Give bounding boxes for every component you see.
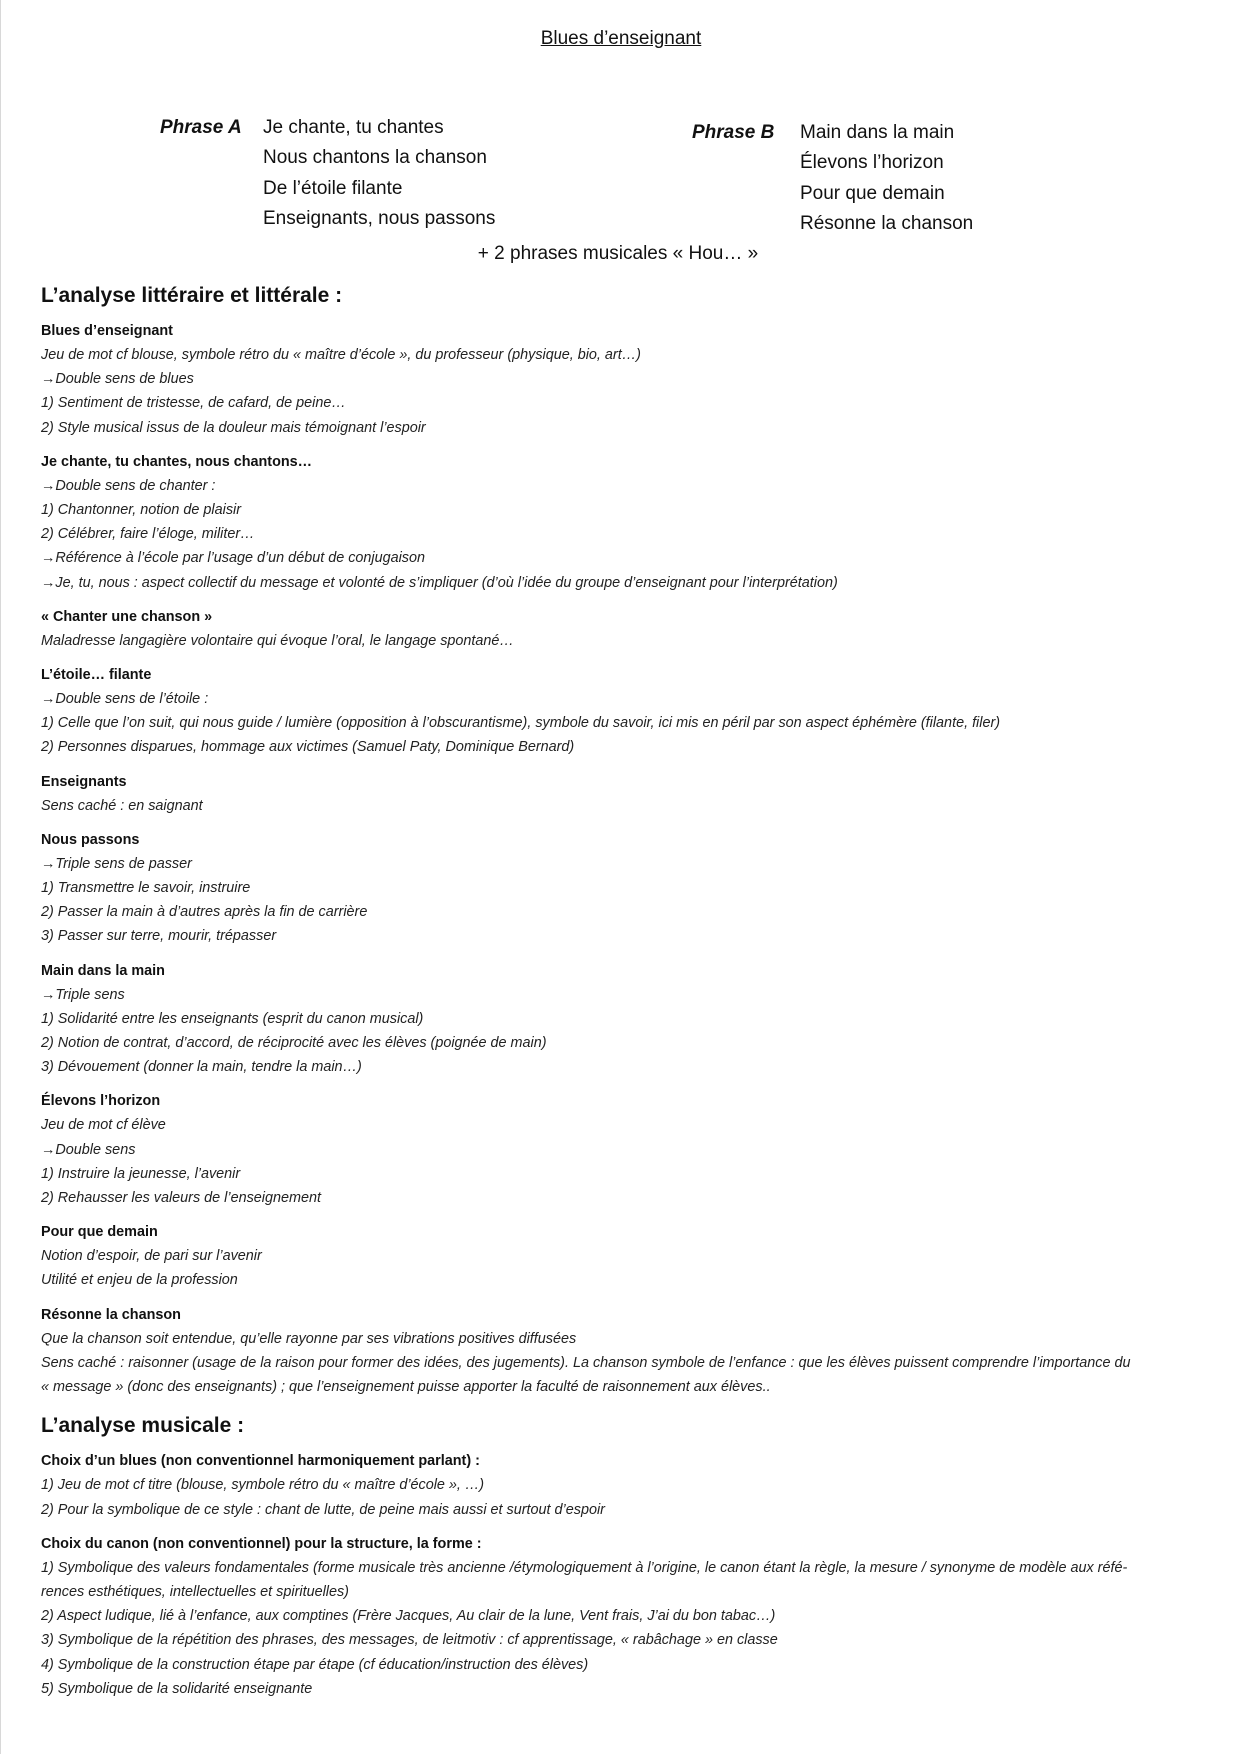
section-line: 3) Dévouement (donner la main, tendre la main…)	[41, 1059, 362, 1076]
section-line: 1) Sentiment de tristesse, de cafard, de peine…	[41, 395, 346, 412]
section-line: 1) Celle que l’on suit, qui nous guide / lumière (opposition à l’obscurantisme), symbole du savoir, ici mis en péril par son aspect éphémère (filante, filer)	[41, 715, 1001, 732]
document-title: Blues d’enseignant	[540, 28, 702, 49]
section-heading: Pour que demain	[41, 1224, 158, 1241]
section-line: →Double sens de chanter :	[41, 477, 216, 494]
section-heading: Choix d’un blues (non conventionnel harmoniquement parlant) :	[41, 1453, 480, 1470]
section-line: 2) Pour la symbolique de ce style : chant de lutte, de peine mais aussi et surtout d’espoir	[41, 1501, 605, 1518]
analysis-content	[41, 281, 1201, 1711]
section-line: 3) Passer sur terre, mourir, trépasser	[41, 928, 277, 945]
phrase-a-block	[160, 113, 495, 234]
section-line: Utilité et enjeu de la profession	[41, 1272, 238, 1289]
analysis-section	[41, 1449, 1201, 1521]
section-line: 2) Personnes disparues, hommage aux victimes (Samuel Paty, Dominique Bernard)	[41, 739, 575, 756]
section-heading: L’étoile… filante	[41, 667, 152, 684]
analysis-section	[41, 663, 1201, 760]
section-heading: Blues d’enseignant	[41, 323, 173, 339]
section-line: →Double sens de l’étoile :	[41, 691, 209, 708]
analysis-section	[41, 1532, 1201, 1701]
musical-analysis-sections	[41, 1449, 1201, 1701]
lyric-line: Nous chantons la chanson	[263, 147, 487, 169]
lyric-line: Enseignants, nous passons	[263, 207, 496, 229]
section-line: →Double sens	[41, 1141, 136, 1158]
lyric-line: Résonne la chanson	[800, 212, 974, 234]
lyric-line: De l’étoile filante	[263, 177, 403, 199]
literary-analysis-heading: L’analyse littéraire et littérale :	[41, 284, 343, 307]
section-line: →Référence à l’école par l’usage d’un début de conjugaison	[41, 550, 426, 567]
analysis-section	[41, 770, 1201, 818]
phrase-a-lyrics	[263, 113, 495, 234]
section-line: « message » (donc des enseignants) ; que l’enseignement puisse apporter la faculté de raisonnement aux élèves..	[41, 1379, 771, 1396]
phrase-a-label: Phrase A	[160, 117, 242, 138]
section-line: 1) Chantonner, notion de plaisir	[41, 502, 241, 519]
lyric-line: Pour que demain	[800, 182, 945, 204]
section-heading: « Chanter une chanson »	[41, 608, 213, 625]
lyric-line: Je chante, tu chantes	[263, 117, 444, 138]
section-line: 1) Symbolique des valeurs fondamentales (forme musicale très ancienne /étymologiquement à l’origine, le canon étant la règle, la mesure / synonyme de modèle aux réfé-	[41, 1559, 1128, 1576]
section-line: →Triple sens	[41, 986, 125, 1003]
musical-phrases-note: + 2 phrases musicales « Hou… »	[477, 243, 759, 264]
section-line: 1) Transmettre le savoir, instruire	[41, 880, 251, 897]
section-heading: Je chante, tu chantes, nous chantons…	[41, 453, 313, 470]
section-line: 4) Symbolique de la construction étape par étape (cf éducation/instruction des élèves)	[41, 1656, 589, 1673]
phrase-b-block	[692, 118, 973, 239]
section-line: 1) Solidarité entre les enseignants (esprit du canon musical)	[41, 1010, 424, 1027]
analysis-section	[41, 959, 1201, 1080]
phrase-b-label: Phrase B	[692, 122, 775, 143]
section-line: Notion d’espoir, de pari sur l’avenir	[41, 1248, 262, 1265]
lyric-line: Main dans la main	[800, 122, 955, 143]
section-line: 2) Aspect ludique, lié à l’enfance, aux comptines (Frère Jacques, Au clair de la lune, Vent frais, J’ai du bon tabac…)	[41, 1608, 776, 1625]
analysis-section	[41, 319, 1201, 440]
section-line: Sens caché : raisonner (usage de la raison pour former des idées, des jugements). La chanson symbole de l’enfance : que les élèves puissent comprendre l’importance du	[41, 1354, 1131, 1371]
section-line: 5) Symbolique de la solidarité enseignante	[41, 1680, 313, 1697]
section-line: 2) Style musical issus de la douleur mais témoignant l’espoir	[41, 419, 426, 436]
section-heading: Choix du canon (non conventionnel) pour la structure, la forme :	[41, 1535, 482, 1552]
section-heading: Élevons l’horizon	[41, 1093, 161, 1110]
section-line: →Triple sens de passer	[41, 855, 192, 872]
section-line: rences esthétiques, intellectuelles et spirituelles)	[41, 1583, 349, 1600]
section-line: Jeu de mot cf élève	[41, 1117, 166, 1134]
section-line: 2) Célébrer, faire l’éloge, militer…	[41, 526, 255, 543]
section-line: Maladresse langagière volontaire qui évoque l’oral, le langage spontané…	[41, 632, 514, 649]
section-line: 2) Rehausser les valeurs de l’enseignement	[41, 1190, 321, 1207]
section-heading: Résonne la chanson	[41, 1306, 181, 1323]
literary-analysis-sections	[41, 319, 1201, 1399]
analysis-section	[41, 450, 1201, 595]
section-line: 1) Jeu de mot cf titre (blouse, symbole rétro du « maître d’école », …)	[41, 1477, 485, 1494]
section-heading: Main dans la main	[41, 962, 165, 979]
section-heading: Enseignants	[41, 773, 127, 790]
section-line: Jeu de mot cf blouse, symbole rétro du « maître d’école », du professeur (physique, bio, art…)	[41, 347, 641, 363]
lyric-line: Élevons l’horizon	[800, 152, 944, 174]
section-line: 3) Symbolique de la répétition des phrases, des messages, de leitmotiv : cf apprentissage, « rabâchage » en classe	[41, 1632, 778, 1649]
analysis-section	[41, 1303, 1201, 1400]
section-line: →Je, tu, nous : aspect collectif du message et volonté de s’impliquer (d’où l’idée du groupe d’enseignant pour l’interprétation)	[41, 574, 838, 591]
analysis-section	[41, 1089, 1201, 1210]
section-line: →Double sens de blues	[41, 371, 194, 388]
section-line: Sens caché : en saignant	[41, 797, 203, 814]
section-heading: Nous passons	[41, 831, 140, 848]
musical-analysis-heading: L’analyse musicale :	[41, 1414, 245, 1438]
section-line: 2) Passer la main à d’autres après la fin de carrière	[41, 904, 368, 921]
analysis-section	[41, 605, 1201, 653]
section-line: 2) Notion de contrat, d’accord, de réciprocité avec les élèves (poignée de main)	[41, 1035, 547, 1052]
analysis-section	[41, 1220, 1201, 1292]
phrase-b-lyrics	[800, 118, 973, 239]
section-line: Que la chanson soit entendue, qu’elle rayonne par ses vibrations positives diffusées	[41, 1330, 577, 1347]
analysis-section	[41, 828, 1201, 949]
section-line: 1) Instruire la jeunesse, l’avenir	[41, 1165, 241, 1182]
